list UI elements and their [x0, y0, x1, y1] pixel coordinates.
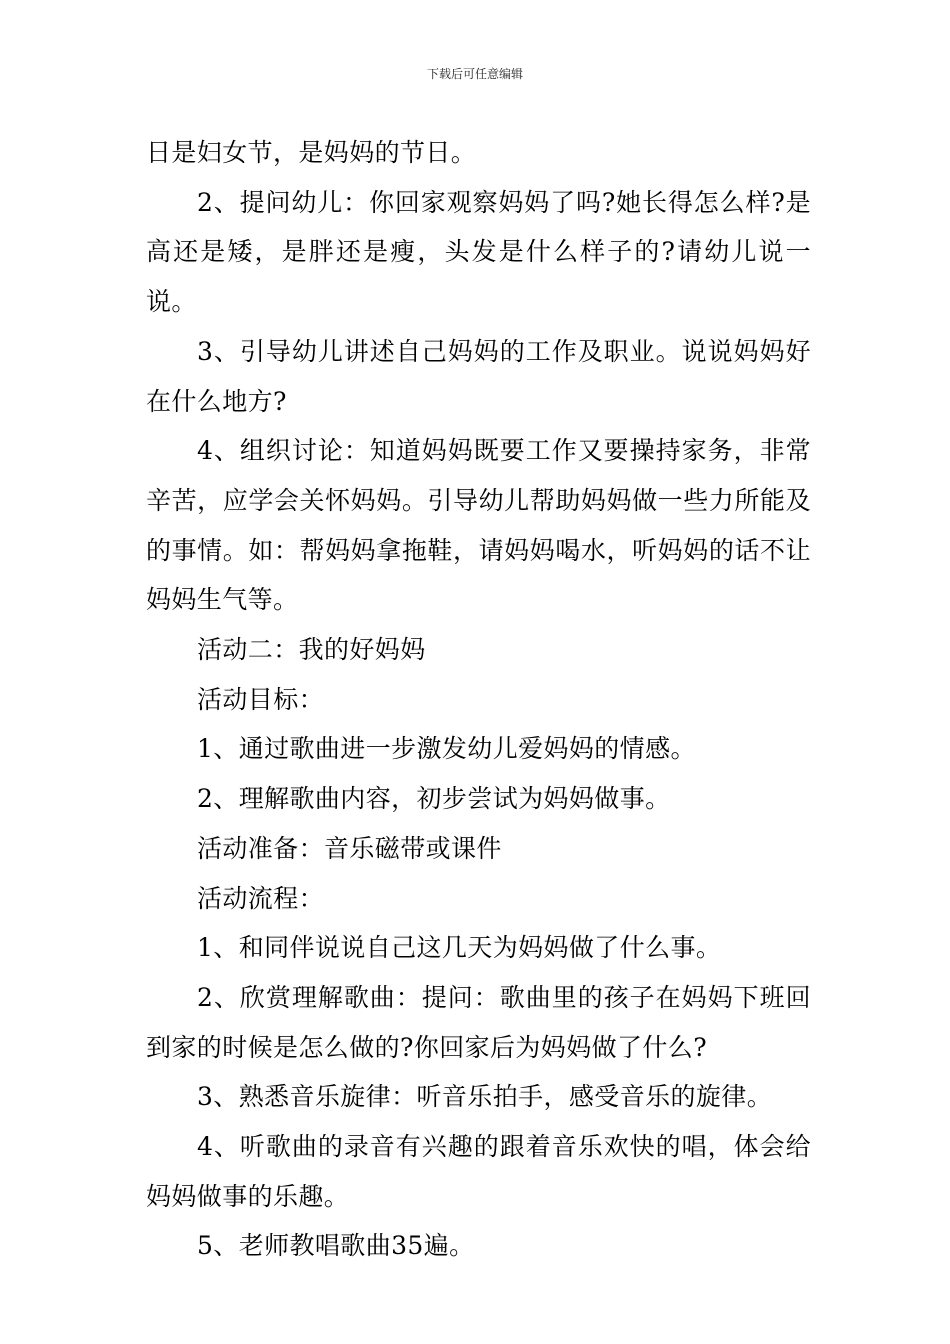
paragraph: 活动流程：	[197, 883, 325, 913]
paragraph: 4、听歌曲的录音有兴趣的跟着音乐欢快的唱，体会给妈妈做事的乐趣。	[146, 1132, 811, 1211]
paragraph: 4、组织讨论：知道妈妈既要工作又要操持家务，非常辛苦，应学会关怀妈妈。引导幼儿帮助妈妈做一些力所能及的事情。如：帮妈妈拿拖鞋，请妈妈喝水，听妈妈的话不让妈妈生气等。	[146, 436, 811, 615]
paragraph: 1、和同伴说说自己这几天为妈妈做了什么事。	[197, 933, 722, 963]
paragraph: 2、理解歌曲内容，初步尝试为妈妈做事。	[197, 784, 671, 814]
paragraph: 5、老师教唱歌曲35遍。	[197, 1231, 475, 1261]
section-heading: 活动二：我的好妈妈	[197, 635, 426, 665]
document-body	[146, 128, 811, 1271]
paragraph: 2、提问幼儿：你回家观察妈妈了吗?她长得怎么样?是高还是矮，是胖还是瘦，头发是什么样子的?请幼儿说一说。	[146, 187, 811, 317]
paragraph: 3、熟悉音乐旋律：听音乐拍手，感受音乐的旋律。	[197, 1082, 773, 1112]
paragraph: 日是妇女节，是妈妈的节日。	[146, 138, 477, 167]
paragraph: 活动目标：	[197, 684, 325, 714]
page-header-note: 下载后可任意编辑	[426, 67, 523, 81]
paragraph: 1、通过歌曲进一步激发幼儿爱妈妈的情感。	[197, 734, 696, 764]
paragraph: 3、引导幼儿讲述自己妈妈的工作及职业。说说妈妈好在什么地方?	[146, 336, 811, 416]
paragraph: 活动准备：音乐磁带或课件	[197, 833, 502, 863]
paragraph: 2、欣赏理解歌曲：提问：歌曲里的孩子在妈妈下班回到家的时候是怎么做的?你回家后为妈妈做了什么?	[146, 982, 811, 1062]
